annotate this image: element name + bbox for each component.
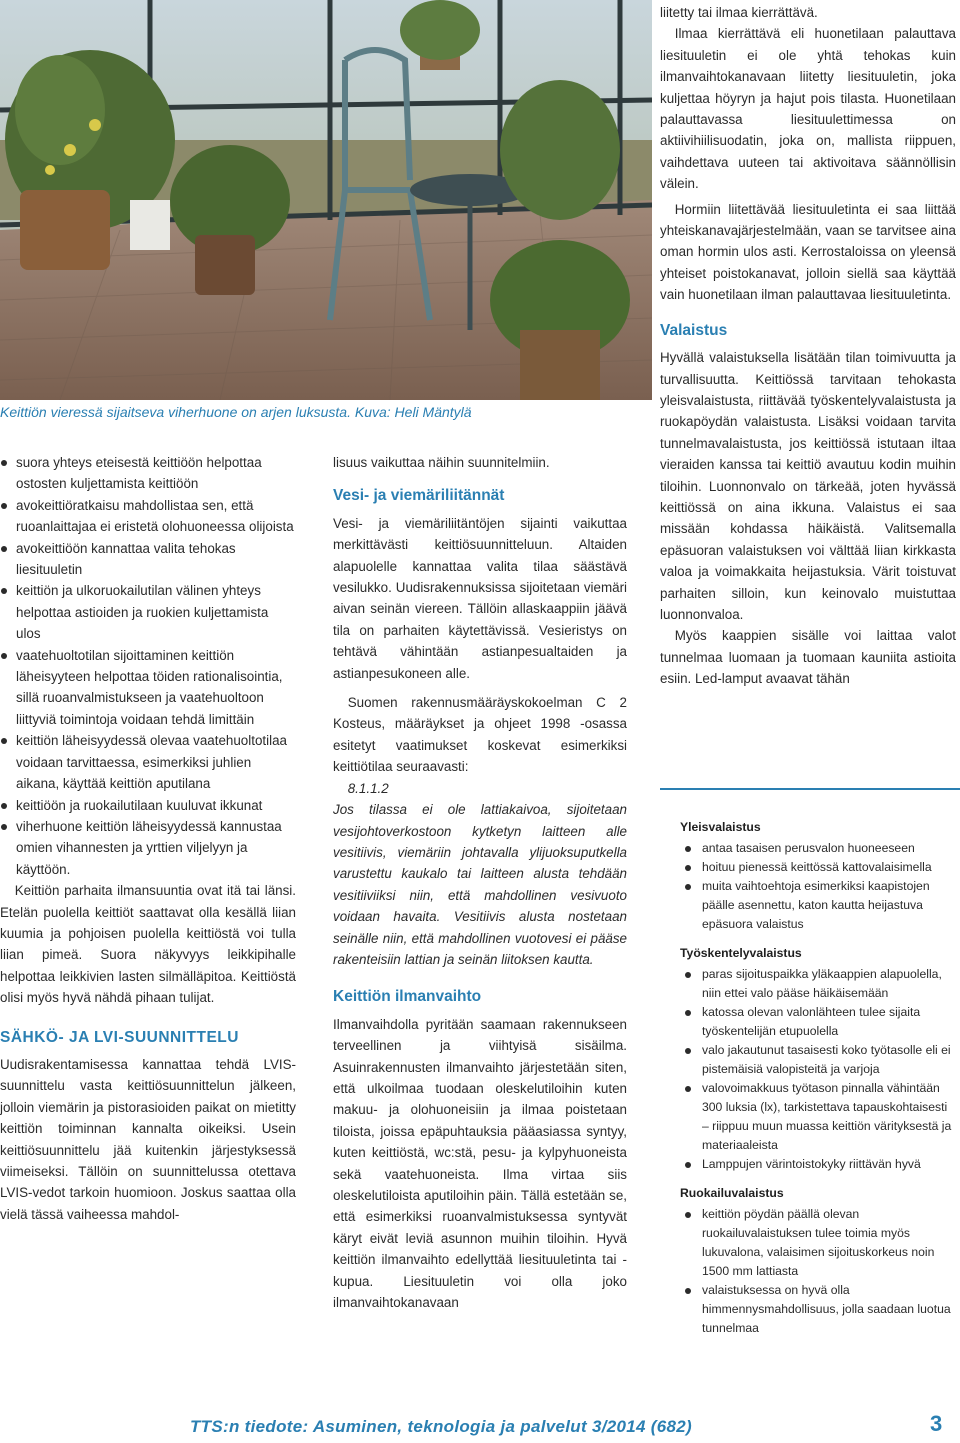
- list-item: Lamppujen värintoistokyky riittävän hyvä: [680, 1155, 952, 1174]
- list-item: valo jakautunut tasaisesti koko työtasolle eli ei pistemäisiä valopisteitä ja varjoja: [680, 1041, 952, 1079]
- page-footer: [0, 1405, 960, 1443]
- paragraph: Myös kaappien sisälle voi laittaa valot tunnelmaa luomaan ja tuomaan kauniita astioita esiin. Led-lamput avaavat tähän: [660, 628, 956, 687]
- paragraph: Vesi- ja viemäriliitäntöjen sijainti vaikuttaa merkittävästi keittiösuunnitteluun. Altaiden alapuolelle kannattaa valita tilaa säästävä vesilukko. Uudisrakennuksissa sijoitetaan viemäri aivan seinän viereen. Tällöin allaskaappiin jäävä tila on parhaiten käytettävissä. Vesieristys on tehtävä vähintään astianpesualtaiden ja astianpesukoneen alle.: [333, 515, 627, 681]
- photo-caption: Keittiön vieressä sijaitseva viherhuone on arjen luksusta. Kuva: Heli Mäntylä: [0, 404, 472, 420]
- list-item: muita vaihtoehtoja esimerkiksi kaapistojen päälle asennettu, katon kautta heijastuva epäsuora valaistus: [680, 877, 952, 934]
- paragraph: Hormiin liitettävää liesituuletinta ei saa liittää yhteiskanavajärjestelmään, vaan se tarvitsee aina oman hormin ulos asti. Kerrostaloissa on yleensä yhteiset poistokanavat, jolloin siellä saa käyttää vain huonetilaan ilman palauttavaa liesituuletinta.: [660, 201, 956, 303]
- list-item: paras sijoituspaikka yläkaappien alapuolella, niin ettei valo pääse häikäisemään: [680, 965, 952, 1003]
- quote-number: 8.1.1.2: [347, 780, 389, 796]
- list-item: avokeittiöratkaisu mahdollistaa sen, että ruoanlaittajaa ei eristetä olohuoneessa olijoista: [0, 495, 296, 538]
- sidebar-list: [680, 1205, 952, 1338]
- page-number: 3: [930, 1411, 943, 1436]
- list-item: keittiöön ja ruokailutilaan kuuluvat ikkunat: [0, 795, 296, 816]
- section-heading: SÄHKÖ- JA LVI-SUUNNITTELU: [0, 1028, 239, 1046]
- paragraph: liitetty tai ilmaa kierrättävä.: [660, 5, 818, 20]
- list-item: keittiön pöydän päällä olevan ruokailuvalaistuksen tulee toimia myös lukuvalona, valaisimen sijoituskorkeus noin 1500 mm lattiasta: [680, 1205, 952, 1281]
- list-item: hoituu pienessä keittössä kattovalaisimella: [680, 858, 952, 877]
- publication-title: TTS:n tiedote: Asuminen, teknologia ja palvelut 3/2014 (682): [190, 1417, 692, 1436]
- paragraph: Keittiön parhaita ilmansuuntia ovat itä tai länsi. Etelän puolella keittiöt saattavat olla kesällä liian kuumia ja pohjoisen puolella keittiöstä voi tulla liian pimeä. Suora näkyvyys leikkipihalle helpottaa leikkivien lasten silmälläpitoa. Keittiöstä olisi myös hyvä nähdä pihaan tulijat.: [0, 883, 296, 1006]
- list-item: viherhuone keittiön läheisyydessä kannustaa omien vihannesten ja yrttien viljelyyn ja käyttöön.: [0, 816, 296, 880]
- list-item: katossa olevan valonlähteen tulee sijaita työskentelijän etupuolella: [680, 1003, 952, 1041]
- section-heading: Vesi- ja viemäriliitännät: [333, 487, 505, 505]
- list-item: antaa tasaisen perusvalon huoneeseen: [680, 839, 952, 858]
- paragraph: Uudisrakentamisessa kannattaa tehdä LVIS-suunnittelu vasta keittiösuunnittelun jälkeen, jolloin viemärin ja pistorasioiden paikat on mietitty keittiön toiminnan kannalta oikeiksi. Usein keittiösuunnittelu jää kuitenkin järjestyksessä viimeiseksi. Tällöin on suunnittelussa otettava LVIS-vedot tarkoin huomioon. Joskus saattaa olla vielä tässä vaiheessa mahdol-: [0, 1056, 296, 1222]
- paragraph: Ilmaa kierrättävä eli huonetilaan palauttava liesituuletin ei ole yhtä tehokas kuin ilmanvaihtokanavaan liitetty liesituuletin, joka kuljettaa höyryn ja hajut pois tilasta. Huonetilaan palauttavassa liesituulettimessa on aktiivihiilisuodatin, joka on, mallista riippuen, vaihdettava uuteen tai aktivoitava säännöllisin välein.: [660, 26, 956, 192]
- quote-text: Jos tilassa ei ole lattiakaivoa, sijoitetaan vesijohtoverkostoon kytketyn laitteen alle vesitiivis, viemäriin johtavalla ylijuoksuputkella varustettu kaukalo tai laitteen alusta tehdään vesitiiviiksi niin, että mahdollinen vesivuoto voidaan havaita. Vesitiivis alusta nostetaan seinälle niin, että mahdollinen vuotovesi ei pääse rakenteisiin lattian ja seinän liitoksen kautta.: [333, 802, 627, 967]
- sidebar-heading: Yleisvalaistus: [680, 820, 761, 834]
- left-column: [0, 452, 296, 1225]
- sidebar-list: [680, 839, 952, 934]
- list-item: valaistuksessa on hyvä olla himmennysmahdollisuus, jolla saadaan luotua tunnelmaa: [680, 1281, 952, 1338]
- sidebar-list: [680, 965, 952, 1174]
- paragraph: Hyvällä valaistuksella lisätään tilan toimivuutta ja turvallisuutta. Keittiössä tarvitaan tehokasta yleisvalaistusta, riittävää työskentelyvalaistusta ja ruokapöydän valaistusta. Lisäksi voidaan tarvita tunnelmavalaistusta, jos keittiössä istutaan iltaa vieraiden kanssa tai keittiö avautuu kodin muihin tiloihin. Luonnonvalo on tärkeää, joten hyvässä keittiössä on aina ikkuna. Valaistus ei saa missään kohdassa häikäistä. Valitsemalla epäsuoran valaistuksen voi välttää liian kirkkasta valoa ja voimakkaita heijastuksia. Värit toistuvat parhaiten silloin, kun keinovalo muistuttaa luonnonvaloa.: [660, 350, 956, 622]
- paragraph: Ilmanvaihdolla pyritään saamaan rakennukseen terveellinen ja viihtyisä sisäilma. Asuinrakennusten ilmanvaihto järjestetään siten, että ulkoilmaa tuodaan oleskelutiloihin kuten makuu- ja olohuoneisiin ja ilmaa poistetaan tiloista, joissa epäpuhtauksia pääasiassa syntyy, kuten keittiöstä, wc:stä, pesu- ja kylpyhuoneista sekä vaatehuoneista. Ilma virtaa siis oleskelutiloista aputiloihin päin. Tällä estetään se, että esimerkiksi ruoanvalmistuksessa syntyvät käryt eivät leviä asunnon muihin tiloihin. Hyvä keittiön ilmanvaihto edellyttää liesituuletinta tai -kupua. Liesituuletin voi olla joko ilmanvaihtokanavaan: [333, 1016, 627, 1311]
- list-item: valovoimakkuus työtason pinnalla vähintään 300 luksia (lx), tarkistettava tapauskohtaisesti – riippuu muun muassa keittiön värityksestä ja materiaaleista: [680, 1079, 952, 1155]
- list-item: suora yhteys eteisestä keittiöön helpottaa ostosten kuljettamista keittiöön: [0, 452, 296, 495]
- sidebar-heading: Työskentelyvalaistus: [680, 946, 802, 960]
- paragraph: lisuus vaikuttaa näihin suunnitelmiin.: [333, 455, 550, 470]
- list-item: vaatehuoltotilan sijoittaminen keittiön läheisyyteen helpottaa töiden rationalisointia, sillä ruoanvalmistukseen ja vaatehuoltoon liittyviä toimintoja voidaan tehdä limittäin: [0, 645, 296, 731]
- sidebar-heading: Ruokailuvalaistus: [680, 1186, 784, 1200]
- lighting-sidebar: [660, 788, 960, 1370]
- list-item: keittiön läheisyydessä olevaa vaatehuoltotilaa voidaan tarvittaessa, esimerkiksi juhlien aikana, käyttää keittiön aputilana: [0, 730, 296, 794]
- list-item: avokeittiöön kannattaa valita tehokas liesituuletin: [0, 538, 296, 581]
- paragraph: Suomen rakennusmääräyskokoelman C 2 Kosteus, määräykset ja ohjeet 1998 -osassa esitetyt vaatimukset koskevat esimerkiksi keittiötilaa seuraavasti:: [333, 695, 627, 775]
- kitchen-tips-list: [0, 452, 296, 880]
- section-heading: Keittiön ilmanvaihto: [333, 988, 482, 1006]
- right-column: [660, 2, 956, 690]
- greenhouse-photo: [0, 0, 652, 400]
- middle-column: [333, 452, 627, 1313]
- list-item: keittiön ja ulkoruokailutilan välinen yhteys helpottaa astioiden ja ruokien kuljettamista ulos: [0, 580, 296, 644]
- section-heading: Valaistus: [660, 321, 728, 339]
